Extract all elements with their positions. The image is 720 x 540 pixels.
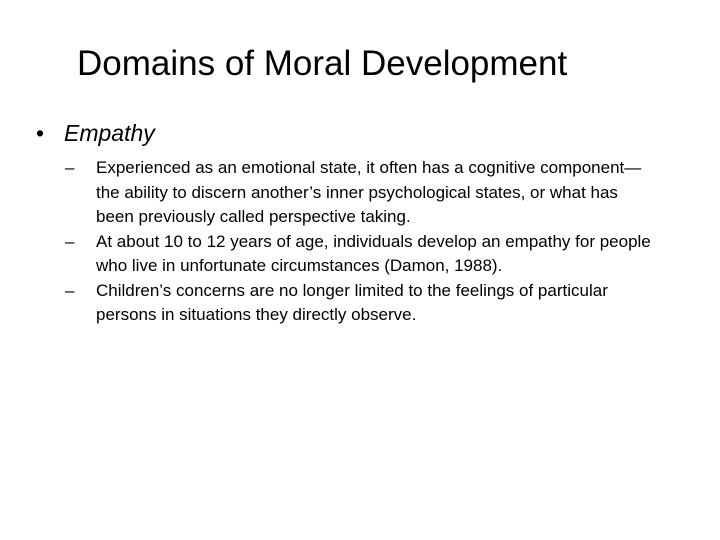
sub-bullet-1-line-3: been previously called perspective taking. bbox=[96, 207, 411, 226]
sub-bullet-2-line-1: At about 10 to 12 years of age, individuals develop an empathy for people bbox=[96, 231, 651, 251]
bullet-marker: • bbox=[36, 120, 45, 146]
bullet-label: Empathy bbox=[64, 120, 155, 146]
sub-bullet-1-line-2: the ability to discern another’s inner psychological states, or what has bbox=[96, 182, 618, 202]
sub-bullet-list bbox=[36, 156, 706, 328]
sub-bullet-2-line-2: who live in unfortunate circumstances (Damon, 1988). bbox=[96, 256, 503, 275]
dash-marker: – bbox=[65, 158, 75, 177]
slide-title: Domains of Moral Development bbox=[77, 44, 568, 83]
sub-bullet-3-line-1: Children’s concerns are no longer limited to the feelings of particular bbox=[96, 280, 608, 300]
slide-content bbox=[36, 116, 706, 328]
sub-bullet-1 bbox=[36, 156, 706, 230]
bullet-empathy bbox=[36, 116, 706, 150]
sub-bullet-1-line-1: Experienced as an emotional state, it often has a cognitive component— bbox=[96, 158, 642, 177]
dash-marker: – bbox=[65, 280, 75, 300]
sub-bullet-3-line-2: persons in situations they directly observe. bbox=[96, 305, 417, 324]
sub-bullet-3 bbox=[36, 279, 706, 328]
dash-marker: – bbox=[65, 231, 75, 251]
sub-bullet-2 bbox=[36, 230, 706, 279]
